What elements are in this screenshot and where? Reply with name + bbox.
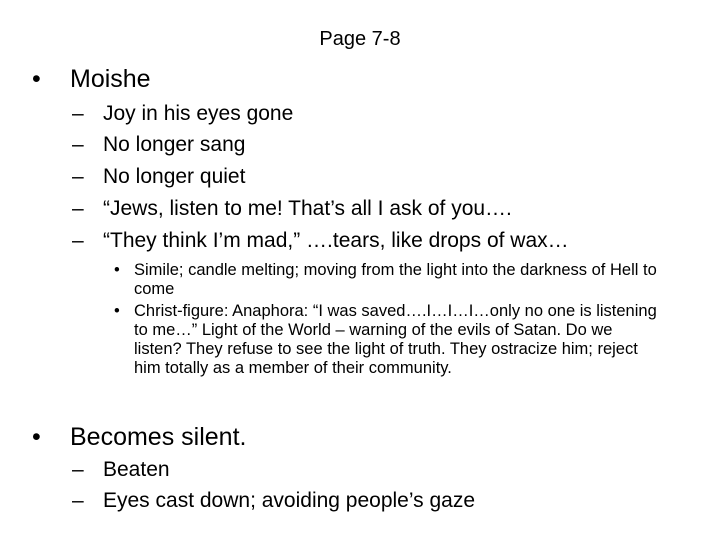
list-item-text: “They think I’m mad,” ….tears, like drops of wax… — [103, 229, 569, 252]
page-title: Page 7-8 — [319, 28, 401, 50]
sub-list-item — [114, 302, 664, 378]
dash-marker: – — [72, 458, 84, 481]
dash-marker: – — [72, 197, 84, 220]
list-item-text: “Jews, listen to me! That’s all I ask of you…. — [103, 197, 512, 220]
dash-marker: – — [72, 165, 84, 188]
list-item-text: No longer sang — [103, 133, 246, 156]
dash-marker: – — [72, 229, 84, 252]
bullet-marker: • — [32, 65, 41, 93]
sub-list-item-text: Simile; candle melting; moving from the light into the darkness of Hell to come — [134, 261, 657, 298]
section-heading-text: Moishe — [70, 65, 151, 93]
section-heading-text: Becomes silent. — [70, 423, 247, 451]
bullet-marker: • — [32, 423, 41, 451]
bullet-marker: • — [114, 302, 120, 320]
bullet-marker: • — [114, 261, 120, 279]
sub-list-item-text: Christ-figure: Anaphora: “I was saved….I…I…I…only no one is listening to me…” Light of the World – warning of the evils of Satan. Do we listen? They refuse to see the light of truth. They ostracize him; reject him totally as a member of their community. — [134, 302, 657, 377]
sub-list-item — [114, 261, 664, 299]
dash-marker: – — [72, 133, 84, 156]
list-item-text: Joy in his eyes gone — [103, 102, 294, 125]
list-item-text: Eyes cast down; avoiding people’s gaze — [103, 489, 476, 512]
list-item-text: Beaten — [103, 458, 170, 481]
list-item-text: No longer quiet — [103, 165, 246, 188]
dash-marker: – — [72, 102, 84, 125]
dash-marker: – — [72, 489, 84, 512]
